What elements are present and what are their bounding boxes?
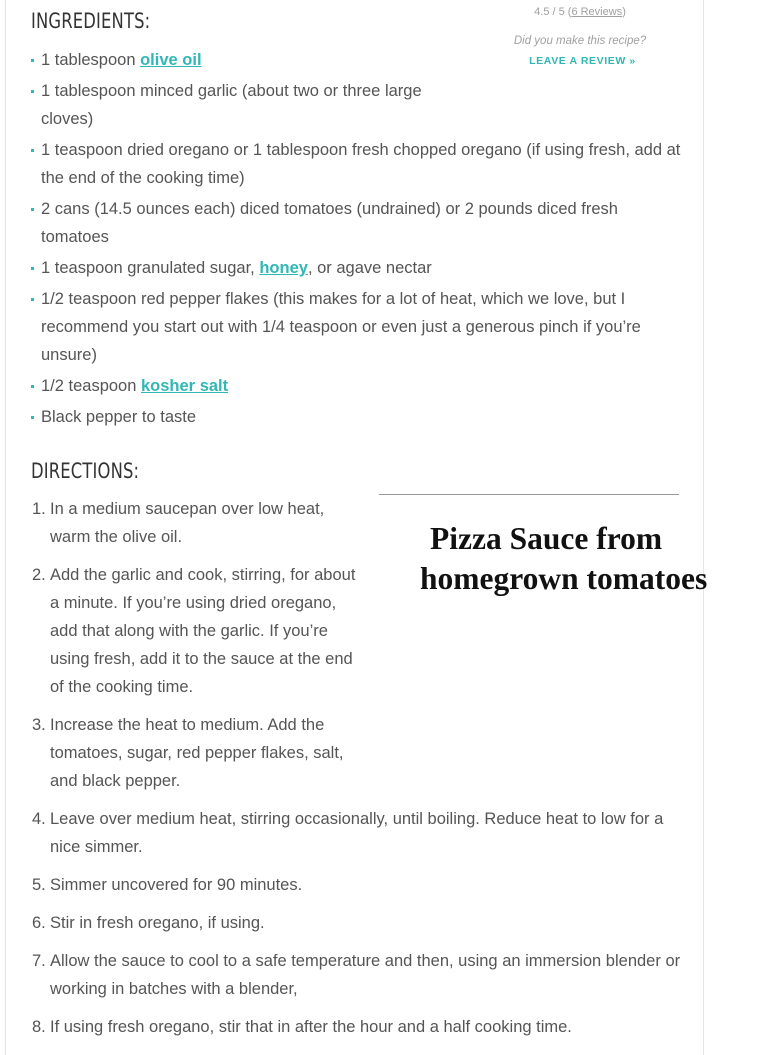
ingredient-item: [41, 285, 663, 369]
ingredient-text: Black pepper to taste: [41, 408, 197, 426]
olive-oil-link[interactable]: olive oil: [140, 51, 202, 69]
ingredient-item: [41, 254, 681, 282]
step-text: In a medium saucepan over low heat, warm the olive oil.: [50, 500, 325, 546]
kosher-salt-link[interactable]: kosher salt: [141, 377, 229, 395]
ingredient-text-end: , or agave nectar: [307, 259, 432, 277]
step-number: 8.: [32, 1018, 46, 1036]
ingredient-text: 1 tablespoon minced garlic (about two or three large cloves): [41, 82, 422, 128]
reviews-link[interactable]: 6 Reviews: [571, 6, 623, 18]
ingredient-item: [41, 77, 441, 133]
ingredient-item: [41, 46, 681, 74]
ingredient-text: 1 teaspoon dried oregano or 1 tablespoon fresh chopped oregano (if using fresh, add at the end of the cooking time): [41, 141, 681, 187]
step-text: Simmer uncovered for 90 minutes.: [50, 876, 303, 894]
step-text: Allow the sauce to cool to a safe temperature and then, using an immersion blender or working in batches with a blender,: [50, 952, 681, 998]
rating-close: ): [622, 6, 626, 18]
leave-review-link[interactable]: LEAVE A REVIEW »: [529, 55, 636, 67]
directions-list: [32, 495, 682, 1051]
ingredients-list: [41, 46, 681, 434]
honey-link[interactable]: honey: [259, 259, 308, 277]
step-number: 1.: [32, 500, 46, 518]
step-number: 6.: [32, 914, 46, 932]
ingredients-heading: INGREDIENTS:: [31, 9, 151, 33]
direction-step: [32, 711, 365, 795]
ingredient-text: 2 cans (14.5 ounces each) diced tomatoes (undrained) or 2 pounds diced fresh tomatoes: [41, 200, 618, 246]
ingredient-text: 1/2 teaspoon: [41, 377, 141, 395]
step-number: 5.: [32, 876, 46, 894]
ingredient-item: [41, 195, 641, 251]
step-number: 3.: [32, 716, 46, 734]
overlay-title-line-1: Pizza Sauce from: [430, 521, 663, 556]
ingredient-item: [41, 403, 681, 431]
ingredient-item: [41, 136, 681, 192]
ingredient-text: 1 teaspoon granulated sugar,: [41, 259, 260, 277]
ingredient-text: 1 tablespoon: [41, 51, 141, 69]
ingredient-text: 1/2 teaspoon red pepper flakes (this makes for a lot of heat, which we love, but I recommend you start out with 1/4 teaspoon or even just a generous pinch if you’re unsure): [41, 290, 641, 364]
direction-step: [32, 495, 365, 551]
direction-step: [32, 805, 682, 861]
direction-step: [32, 871, 682, 899]
overlay-title-line-2: homegrown tomatoes: [420, 561, 708, 596]
direction-step: [32, 909, 682, 937]
step-text: Leave over medium heat, stirring occasionally, until boiling. Reduce heat to low for a nice simmer.: [50, 810, 664, 856]
direction-step: [32, 1013, 682, 1041]
step-text: If using fresh oregano, stir that in after the hour and a half cooking time.: [50, 1018, 572, 1036]
step-text: Stir in fresh oregano, if using.: [50, 914, 265, 932]
step-text: Add the garlic and cook, stirring, for about a minute. If you’re using dried oregano, add that along with the garlic. If you’re using fresh, add it to the sauce at the end of the cooking time.: [50, 566, 356, 696]
rating-summary: [505, 6, 655, 18]
review-prompt: Did you make this recipe?: [513, 35, 647, 47]
directions-heading: DIRECTIONS:: [31, 459, 140, 483]
ingredient-item: [41, 372, 681, 400]
step-number: 4.: [32, 810, 46, 828]
step-number: 2.: [32, 566, 46, 584]
direction-step: [32, 947, 682, 1003]
step-text: Increase the heat to medium. Add the tomatoes, sugar, red pepper flakes, salt, and black pepper.: [50, 716, 344, 790]
step-number: 7.: [32, 952, 46, 970]
rating-score: 4.5 / 5 (: [534, 6, 572, 18]
direction-step: [32, 561, 365, 701]
